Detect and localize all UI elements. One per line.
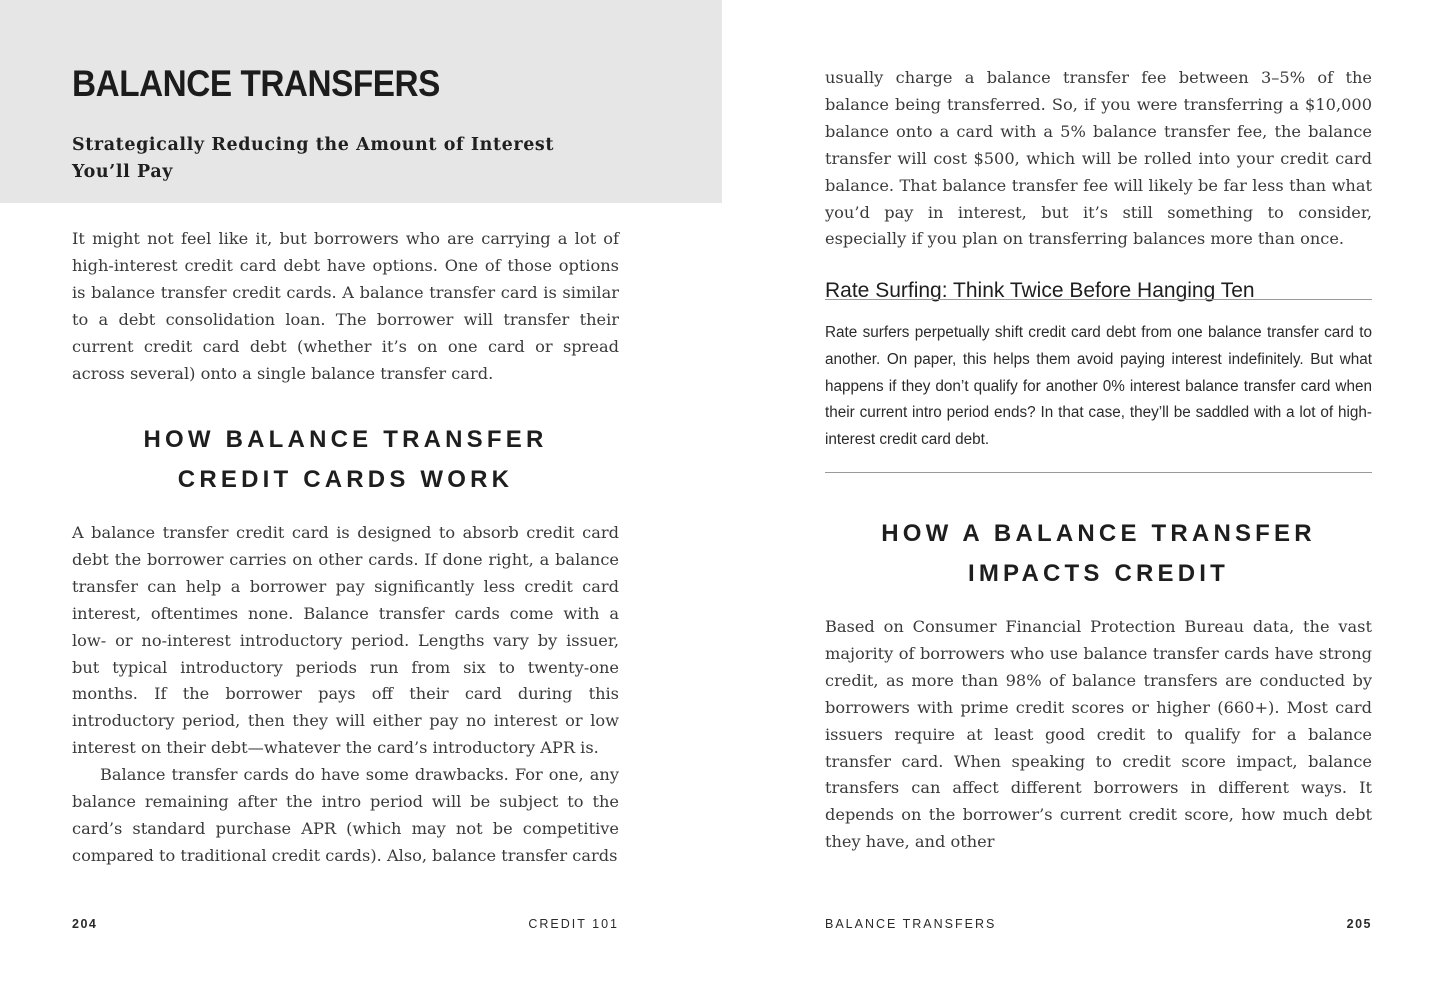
right-body-text <box>825 614 1372 856</box>
running-head-left: CREDIT 101 <box>528 917 619 931</box>
body-paragraph-2: Balance transfer cards do have some drawbacks. For one, any balance remaining after the intro period will be subject to the card’s standard purchase APR (which may not be competitive compared to traditional credit cards). Also, balance transfer cards <box>72 765 619 865</box>
chapter-subtitle: Strategically Reducing the Amount of Interest You’ll Pay <box>72 135 555 182</box>
page-number-right: 205 <box>1346 917 1372 931</box>
sidebar-text: Rate surfers perpetually shift credit card debt from one balance transfer card to another. On paper, this helps them avoid paying interest indefinitely. But what happens if they don’t qualify for another 0% interest balance transfer card when their current intro period ends? In that case, they’ll be saddled with a lot of high-interest credit card debt. <box>825 324 1372 449</box>
chapter-title: BALANCE TRANSFERS <box>72 63 440 104</box>
intro-paragraph <box>72 226 619 387</box>
body-paragraph-impacts: Based on Consumer Financial Protection Bureau data, the vast majority of borrowers who use balance transfer cards have strong credit, as more than 98% of balance transfers are conducted by borrowers with prime credit scores or higher (660+). Most card issuers require at least good credit to qualify for a balance transfer card. When speaking to credit score impact, balance transfers can affect different borrowers in different ways. It depends on the borrower’s current credit score, how much debt they have, and other <box>825 617 1372 852</box>
continued-paragraph-text: usually charge a balance transfer fee between 3–5% of the balance being transferred. So, if you were transferring a $10,000 balance onto a card with a 5% balance transfer fee, the balance transfer will cost $500, which will be rolled into your credit card balance. That balance transfer fee will likely be far less than what you’d pay in interest, but it’s still something to consider, especially if you plan on transferring balances more than once. <box>825 68 1372 249</box>
continued-paragraph <box>825 65 1372 253</box>
section-heading-line-1: HOW BALANCE TRANSFER <box>143 426 548 453</box>
section-heading-how-cards-work <box>72 420 619 500</box>
page-number-left: 204 <box>72 917 98 931</box>
sidebar-title: Rate Surfing: Think Twice Before Hanging Ten <box>825 279 1255 302</box>
section-heading-impacts-credit <box>825 514 1372 594</box>
section-heading-line-2: CREDIT CARDS WORK <box>177 466 514 493</box>
right-page <box>722 0 1445 981</box>
section-heading-line-1: HOW A BALANCE TRANSFER <box>881 520 1316 547</box>
body-paragraph-1: A balance transfer credit card is designed to absorb credit card debt the borrower carries on other cards. If done right, a balance transfer can help a borrower pay significantly less credit card interest, oftentimes none. Balance transfer cards come with a low- or no-interest introductory period. Lengths vary by issuer, but typical introductory periods run from six to twenty-one months. If the borrower pays off their card during this introductory period, then they will either pay no interest or low interest on their debt—whatever the card’s introductory APR is. <box>72 523 619 758</box>
running-head-right: BALANCE TRANSFERS <box>825 917 997 931</box>
sidebar-top-rule <box>825 299 1372 300</box>
section-heading-line-2: IMPACTS CREDIT <box>967 560 1230 587</box>
left-body-text <box>72 520 619 870</box>
sidebar-bottom-rule <box>825 472 1372 473</box>
left-page <box>0 0 722 981</box>
intro-paragraph-text: It might not feel like it, but borrowers who are carrying a lot of high-interest credit card debt have options. One of those options is balance transfer credit cards. A balance transfer card is similar to a debt consolidation loan. The borrower will transfer their current credit card debt (whether it’s on one card or spread across several) onto a single balance transfer card. <box>72 229 619 383</box>
